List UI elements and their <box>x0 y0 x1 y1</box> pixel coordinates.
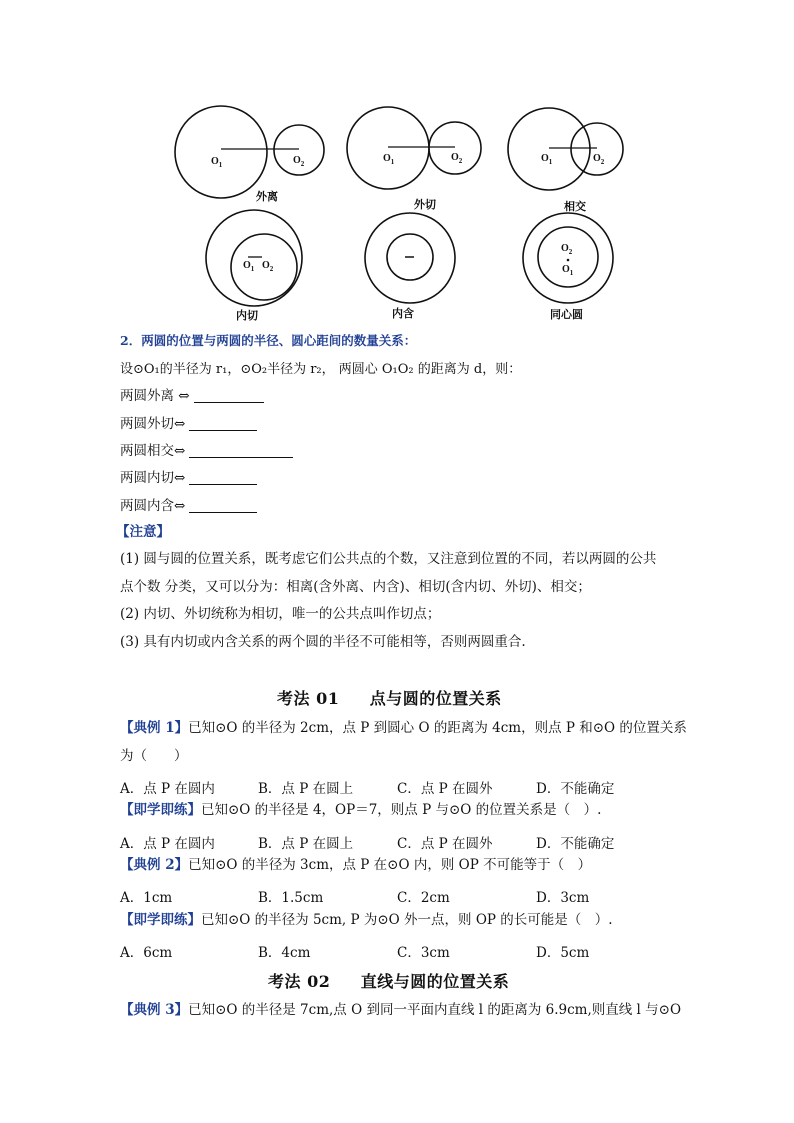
note-title: 【注意】 <box>116 524 170 540</box>
option-a[interactable]: A．点 P 在圆内 <box>120 781 215 797</box>
example-1-cont: 为（ ） <box>120 748 188 764</box>
separate-circle-large <box>175 106 267 198</box>
relation-row: 两圆内切⇔ <box>120 472 257 486</box>
option-d[interactable]: D．3cm <box>536 890 590 906</box>
tangent-ext-circle-small <box>429 122 481 174</box>
relation-row: 两圆外离 ⇔ <box>120 390 264 404</box>
relation-row: 两圆外切⇔ <box>120 418 257 432</box>
option-c[interactable]: C．3cm <box>397 945 450 961</box>
practice-2: 【即学即练】已知⊙O 的半径为 5cm, P 为⊙O 外一点，则 OP 的长可能是（ ）. <box>120 912 613 928</box>
note-line: 点个数 分类，又可以分为：相离(含外离、内含)、相切(含内切、外切)、相交； <box>120 579 591 595</box>
option-b[interactable]: B．点 P 在圆上 <box>258 836 354 852</box>
option-c[interactable]: C．点 P 在圆外 <box>397 781 493 797</box>
option-d[interactable]: D．5cm <box>536 945 590 961</box>
example-tag: 【典例 3】 <box>120 1002 189 1018</box>
option-b[interactable]: B．4cm <box>258 945 311 961</box>
note-line: (2) 内切、外切统称为相切，唯一的公共点叫作切点； <box>120 606 441 622</box>
relation-row: 两圆内含⇔ <box>120 500 257 514</box>
option-d[interactable]: D．不能确定 <box>536 781 615 797</box>
section-heading: 考法 02 直线与圆的位置关系 <box>268 972 510 991</box>
label-o1: $O_1$ <box>562 264 574 277</box>
label-o2: $O_2$ <box>561 243 573 256</box>
circle-positions-diagram <box>0 0 794 330</box>
note-line: (3) 具有内切或内含关系的两个圆的半径不可能相等，否则两圆重合. <box>120 634 526 650</box>
separate-circle-small <box>274 125 324 175</box>
caption-intersect: 相交 <box>564 200 586 213</box>
option-c[interactable]: C．点 P 在圆外 <box>397 836 493 852</box>
label-o2: $O_2$ <box>451 152 463 165</box>
option-b[interactable]: B．点 P 在圆上 <box>258 781 354 797</box>
label-o1: $O_1$ <box>243 260 255 273</box>
practice-1: 【即学即练】已知⊙O 的半径是 4，OP＝7，则点 P 与⊙O 的位置关系是（ ）. <box>120 802 602 818</box>
option-a[interactable]: A．1cm <box>120 890 173 906</box>
contain-circle-large <box>365 213 455 303</box>
label-o1: $O_1$ <box>383 153 395 166</box>
option-a[interactable]: A．6cm <box>120 945 173 961</box>
section-intro: 设⊙O₁的半径为 r₁，⊙O₂半径为 r₂， 两圆心 O₁O₂ 的距离为 d，则： <box>120 362 522 377</box>
label-o2: $O_2$ <box>262 260 274 273</box>
example-3: 【典例 3】已知⊙O 的半径是 7cm,点 O 到同一平面内直线 l 的距离为 6.9cm,则直线 l 与⊙O <box>120 1002 682 1018</box>
section-title: 2．两圆的位置与两圆的半径、圆心距间的数量关系： <box>120 333 417 348</box>
caption-contain: 内含 <box>392 307 414 320</box>
practice-tag: 【即学即练】 <box>120 912 201 928</box>
option-b[interactable]: B．1.5cm <box>258 890 324 906</box>
example-1: 【典例 1】已知⊙O 的半径为 2cm，点 P 到圆心 O 的距离为 4cm，则点 P 和⊙O 的位置关系 <box>120 720 687 736</box>
caption-separate: 外离 <box>256 190 278 203</box>
tangent-int-circle-large <box>206 210 302 306</box>
tangent-ext-circle-large <box>347 107 429 189</box>
section-heading: 考法 01 点与圆的位置关系 <box>277 689 502 708</box>
label-o2: $O_2$ <box>593 153 605 166</box>
option-a[interactable]: A．点 P 在圆内 <box>120 836 215 852</box>
example-tag: 【典例 1】 <box>120 720 189 736</box>
option-d[interactable]: D．不能确定 <box>536 836 615 852</box>
label-o2: $O_2$ <box>293 155 305 168</box>
label-o1: $O_1$ <box>541 153 553 166</box>
intersect-circle-small <box>571 123 623 175</box>
caption-concentric: 同心圆 <box>550 308 583 321</box>
practice-tag: 【即学即练】 <box>120 802 201 818</box>
example-2: 【典例 2】已知⊙O 的半径为 3cm，点 P 在⊙O 内，则 OP 不可能等于（ ） <box>120 857 592 873</box>
intersect-circle-large <box>508 108 590 190</box>
example-tag: 【典例 2】 <box>120 857 189 873</box>
concentric-center-dot <box>567 259 570 262</box>
concentric-circle-small <box>538 227 598 287</box>
label-o1: $O_1$ <box>211 156 223 169</box>
caption-tangent-external: 外切 <box>414 198 436 211</box>
note-line: (1) 圆与圆的位置关系，既考虑它们公共点的个数，又注意到位置的不同，若以两圆的公共 <box>120 551 657 567</box>
caption-tangent-internal: 内切 <box>236 309 258 322</box>
option-c[interactable]: C．2cm <box>397 890 450 906</box>
relation-row: 两圆相交⇔ <box>120 445 293 459</box>
